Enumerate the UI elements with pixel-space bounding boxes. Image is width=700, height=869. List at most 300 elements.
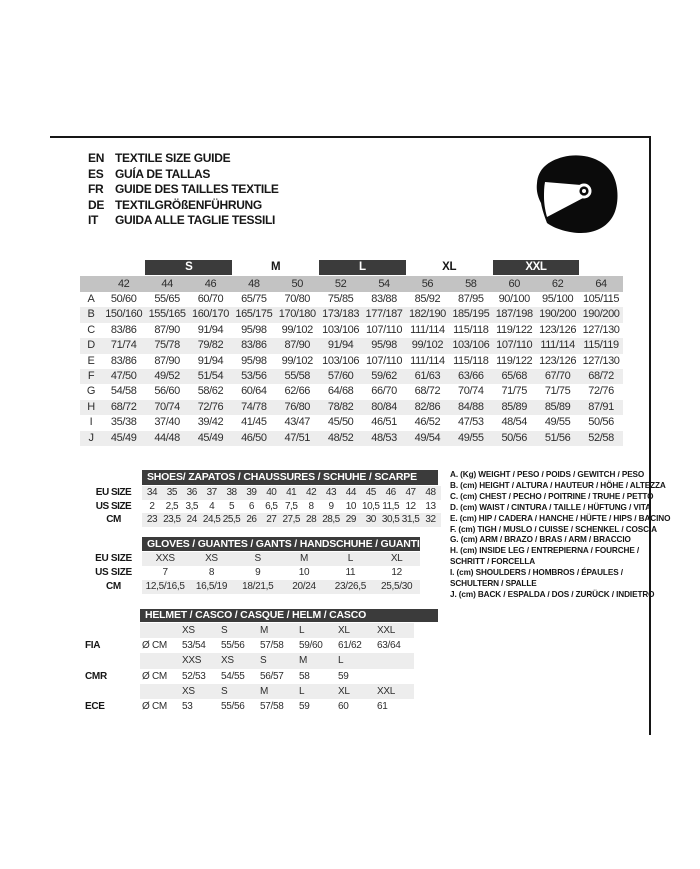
legend-line: H. (cm) INSIDE LEG / ENTREPIERNA / FOURCHE / (450, 546, 640, 556)
helmet-unit-spacer (140, 684, 180, 699)
size-cell: 52 (319, 276, 362, 293)
row-letter: D (80, 338, 102, 353)
size-cell: 50 (276, 276, 319, 293)
shoes-value-cell: 8 (308, 500, 314, 512)
gloves-row-label: CM (106, 581, 121, 592)
shoes-title-bar: SHOES/ ZAPATOS / CHAUSSURES / SCHUHE / SCARPE (142, 470, 438, 485)
helmet-size-cell: XL (336, 623, 375, 638)
apparel-value-cell: 75/78 (145, 338, 188, 353)
apparel-sizes-row (80, 276, 623, 293)
shoes-value-cell: 46 (381, 486, 401, 500)
gloves-value-cell: 16,5/19 (188, 580, 234, 594)
helmet-size-cell: M (258, 623, 297, 638)
apparel-value-cell: 155/165 (145, 307, 188, 322)
apparel-value-cell: 87/90 (154, 354, 180, 367)
apparel-value-cell: 48/53 (362, 431, 405, 446)
apparel-value-cell: 95/98 (362, 338, 405, 353)
shoes-value-cell: 24 (182, 513, 202, 527)
apparel-value-cell: 49/55 (449, 431, 492, 446)
helmet-value-cell (375, 669, 414, 684)
shoes-value-cell: 4 (209, 500, 215, 512)
row-letter: H (80, 400, 102, 415)
language-row (88, 167, 279, 183)
shoes-value-cell: 30 (361, 513, 381, 527)
gloves-value-cell: 18/21,5 (235, 580, 281, 594)
apparel-value-cell: 58/62 (197, 385, 224, 398)
apparel-value-cell: 71/75 (501, 385, 527, 398)
shoes-value-cell: 27,5 (282, 514, 300, 525)
apparel-value-cell: 63/66 (449, 369, 492, 384)
shoes-row-label: CM (106, 514, 121, 525)
shoes-value-cell: 2 (149, 500, 155, 512)
legend-line: F. (cm) TIGH / MUSLO / CUISSE / SCHENKEL / COSCIA (450, 524, 657, 534)
helmet-value-cell: 59 (338, 670, 349, 682)
guide-title: TEXTILGRÖßENFÜHRUNG (115, 197, 262, 212)
apparel-value-cell: 66/70 (371, 385, 397, 398)
apparel-value-cell: 44/48 (145, 431, 188, 446)
apparel-value-cell: 105/115 (582, 293, 620, 305)
apparel-value-cell: 115/119 (579, 338, 622, 353)
apparel-value-cell: 95/100 (541, 293, 574, 305)
helmet-size-cell: M (258, 684, 297, 699)
apparel-value-cell: 47/50 (102, 369, 145, 384)
apparel-value-cell: 123/126 (539, 354, 577, 367)
visor-pivot-center (582, 189, 586, 193)
apparel-value-cell: 62/66 (284, 385, 311, 398)
legend-line: E. (cm) HIP / CADERA / HANCHE / HÜFTE / HIPS / BACINO (450, 513, 671, 523)
apparel-value-cell: 99/102 (406, 338, 449, 353)
helmet-size-cell: XXL (375, 684, 414, 699)
language-row (88, 182, 279, 198)
apparel-value-cell: 95/98 (241, 354, 267, 367)
size-cell: 58 (449, 276, 492, 293)
apparel-value-cell: 84/88 (449, 400, 492, 415)
apparel-value-cell: 46/52 (414, 416, 441, 429)
row-letter: I (89, 416, 93, 429)
apparel-value-cell: 70/74 (145, 400, 188, 415)
gloves-row (85, 580, 420, 594)
shoes-value-cell: 11,5 (382, 500, 400, 512)
apparel-value-cell: 111/114 (410, 323, 445, 336)
gloves-size-table (85, 552, 420, 594)
apparel-value-cell: 65/75 (241, 293, 267, 305)
shoes-value-cell: 3,5 (185, 500, 198, 512)
apparel-value-cell: 53/56 (232, 369, 275, 384)
guide-title: TEXTILE SIZE GUIDE (115, 151, 231, 165)
apparel-value-cell: 64/68 (327, 385, 354, 398)
helmet-size-cell: XL (336, 684, 375, 699)
gloves-value-cell: 9 (255, 567, 261, 578)
shoes-value-cell: 6,5 (265, 500, 278, 512)
shoes-value-cell: 23,5 (163, 514, 181, 525)
helmet-size-cell: L (297, 684, 336, 699)
size-cell: 62 (536, 276, 579, 293)
helmet-row-label (85, 684, 140, 699)
apparel-value-cell: 127/130 (582, 354, 620, 367)
helmet-value-cell: 54/55 (221, 670, 245, 682)
helmet-value-cell: 57/58 (260, 701, 284, 713)
shoes-value-cell: 47 (401, 486, 421, 500)
shoes-value-cell: 31,5 (401, 514, 420, 525)
standard-label: ECE (85, 701, 105, 713)
size-group-header: S (145, 260, 232, 276)
apparel-value-cell: 103/106 (322, 354, 360, 367)
apparel-value-cell: 48/54 (501, 416, 527, 429)
language-title-list (88, 151, 279, 229)
helmet-value-cell: 52/53 (182, 670, 206, 682)
apparel-value-cell: 51/54 (189, 369, 232, 384)
gloves-value-cell: 10 (298, 567, 310, 578)
apparel-value-cell: 90/100 (498, 293, 530, 305)
apparel-value-cell: 103/106 (322, 323, 360, 336)
standard-label: FIA (85, 640, 101, 652)
apparel-value-cell: 76/80 (276, 400, 319, 415)
gloves-value-cell: 23/26,5 (327, 580, 373, 594)
apparel-value-cell: 50/56 (588, 416, 614, 429)
apparel-data-row (80, 400, 623, 415)
apparel-value-cell: 78/82 (319, 400, 362, 415)
shoes-row (85, 513, 441, 527)
apparel-data-row (80, 338, 623, 353)
apparel-value-cell: 46/50 (232, 431, 275, 446)
shoes-value-cell: 6 (248, 500, 254, 512)
apparel-value-cell: 85/89 (536, 400, 579, 415)
size-cell: 42 (102, 276, 145, 293)
helmet-row-label (85, 653, 140, 668)
helmet-sizes-row (85, 684, 414, 699)
helmet-size-cell: M (297, 653, 336, 668)
helmet-row-label (85, 623, 140, 638)
apparel-value-cell: 45/50 (327, 416, 354, 429)
apparel-value-cell: 160/170 (189, 307, 232, 322)
row-letter: E (87, 354, 95, 367)
apparel-value-cell: 35/38 (110, 416, 137, 429)
guide-title: GUÍA DE TALLAS (115, 166, 211, 181)
apparel-value-cell: 52/58 (579, 431, 622, 446)
apparel-value-cell: 103/106 (449, 338, 492, 353)
row-letter: G (86, 385, 96, 398)
apparel-value-cell: 49/55 (544, 416, 571, 429)
apparel-value-cell: 87/91 (579, 400, 622, 415)
shoes-value-cell: 9 (328, 500, 334, 512)
apparel-value-cell: 43/47 (284, 416, 311, 429)
helmet-value-cell: 53/54 (182, 640, 206, 652)
shoes-value-cell: 32 (420, 513, 440, 527)
apparel-value-cell: 56/60 (154, 385, 180, 398)
apparel-value-cell: 107/110 (365, 354, 403, 367)
row-letter: J (80, 431, 102, 446)
apparel-value-cell: 170/180 (276, 307, 319, 322)
apparel-value-cell: 87/90 (276, 338, 319, 353)
gloves-value-cell: S (235, 552, 281, 566)
apparel-value-cell: 87/90 (154, 323, 180, 336)
shoes-value-cell: 41 (281, 486, 301, 500)
shoes-value-cell: 39 (241, 486, 261, 500)
apparel-value-cell: 55/65 (154, 293, 180, 305)
measurement-legend (450, 470, 671, 601)
apparel-value-cell: 150/160 (102, 307, 145, 322)
apparel-value-cell: 68/72 (102, 400, 145, 415)
helmet-value-cell: 55/56 (221, 640, 245, 652)
apparel-value-cell: 119/122 (496, 354, 533, 367)
helmet-size-cell: L (336, 653, 375, 668)
language-code: FR (88, 182, 104, 197)
shoes-value-cell: 43 (321, 486, 341, 500)
helmet-title-bar: HELMET / CASCO / CASQUE / HELM / CASCO (140, 609, 438, 622)
apparel-value-cell: 91/94 (319, 338, 362, 353)
apparel-value-cell: 177/187 (362, 307, 405, 322)
size-cell: 56 (406, 276, 449, 293)
legend-line: A. (Kg) WEIGHT / PESO / POIDS / GEWITCH / PESO (450, 470, 645, 479)
apparel-value-cell: 99/102 (281, 323, 313, 336)
apparel-value-cell: 47/53 (458, 416, 484, 429)
shoes-value-cell: 7,5 (284, 500, 298, 512)
apparel-value-cell: 111/114 (410, 354, 445, 367)
apparel-value-cell: 115/118 (453, 354, 489, 367)
size-cell: 46 (189, 276, 232, 293)
apparel-data-row (80, 415, 623, 430)
apparel-value-cell: 185/195 (449, 307, 492, 322)
helmet-size-cell: L (297, 623, 336, 638)
apparel-value-cell: 39/42 (197, 416, 224, 429)
size-group-header: L (319, 260, 406, 276)
apparel-value-cell: 74/78 (232, 400, 275, 415)
apparel-value-cell: 190/200 (579, 307, 622, 322)
size-group-header: XL (406, 260, 493, 276)
shoes-value-cell: 29 (341, 513, 361, 527)
apparel-value-cell: 68/72 (414, 385, 441, 398)
apparel-data-row (80, 307, 623, 322)
row-letter: F (80, 369, 102, 384)
apparel-value-cell: 48/52 (319, 431, 362, 446)
helmet-size-cell: S (258, 653, 297, 668)
apparel-value-cell: 49/52 (145, 369, 188, 384)
apparel-value-cell: 83/86 (110, 323, 137, 336)
shoes-value-cell: 35 (162, 486, 182, 500)
helmet-size-cell: XS (180, 623, 219, 638)
gloves-value-cell: 7 (162, 567, 168, 578)
apparel-value-cell: 80/84 (362, 400, 405, 415)
helmet-icon (533, 153, 621, 235)
apparel-value-cell: 71/75 (544, 385, 571, 398)
apparel-data-row (80, 384, 623, 399)
shoes-value-cell: 44 (341, 486, 361, 500)
gloves-title-bar: GLOVES / GUANTES / GANTS / HANDSCHUHE / GUANTI (142, 537, 420, 551)
shoes-value-cell: 28,5 (322, 514, 340, 525)
shoes-size-table (85, 486, 441, 527)
apparel-value-cell: 91/94 (197, 354, 224, 367)
gloves-value-cell: L (327, 552, 373, 566)
apparel-value-cell: 123/126 (539, 323, 577, 336)
apparel-value-cell: 83/88 (371, 293, 397, 305)
apparel-value-cell: 45/49 (102, 431, 145, 446)
gloves-row (85, 552, 420, 566)
language-row (88, 213, 279, 229)
helmet-size-cell: S (219, 684, 258, 699)
shoes-value-cell: 45 (361, 486, 381, 500)
helmet-size-table (85, 623, 414, 714)
helmet-size-cell: XXL (375, 623, 414, 638)
helmet-size-cell: XXS (180, 653, 219, 668)
helmet-size-cell: XS (180, 684, 219, 699)
language-row (88, 198, 279, 214)
apparel-value-cell: 49/54 (406, 431, 449, 446)
shoes-row (85, 500, 441, 514)
shoes-value-cell: 24,5 (202, 514, 221, 525)
gloves-value-cell: XL (373, 552, 419, 566)
shoes-value-cell: 5 (228, 500, 235, 512)
helmet-value-cell: 60 (338, 701, 349, 713)
helmet-value-cell: 58 (299, 670, 310, 682)
shoes-value-cell: 13 (425, 500, 436, 512)
size-group-header: M (232, 260, 319, 276)
helmet-value-cell: 61/62 (338, 640, 362, 652)
helmet-value-cell: 56/57 (260, 670, 284, 682)
helmet-size-cell: XS (219, 653, 258, 668)
apparel-value-cell: 50/56 (493, 431, 536, 446)
legend-line: SCHULTERN / SPALLE (450, 579, 537, 589)
apparel-value-cell: 119/122 (496, 323, 533, 336)
size-group-header: XXL (493, 260, 580, 276)
apparel-data-row (80, 354, 623, 369)
apparel-value-cell: 47/51 (276, 431, 319, 446)
shoes-row-label: EU SIZE (95, 487, 132, 498)
apparel-value-cell: 60/64 (241, 385, 267, 398)
gloves-value-cell: 8 (208, 567, 215, 578)
gloves-value-cell: XXS (142, 552, 188, 566)
apparel-value-cell: 51/56 (536, 431, 579, 446)
apparel-value-cell: 45/49 (189, 431, 232, 446)
shoes-value-cell: 34 (142, 486, 162, 500)
unit-cell: Ø CM (142, 670, 167, 682)
helmet-data-row (85, 638, 414, 653)
size-cell: 54 (362, 276, 405, 293)
shoes-section (85, 470, 441, 527)
shoes-value-cell: 36 (182, 486, 202, 500)
apparel-value-cell: 107/110 (365, 323, 403, 336)
apparel-value-cell: 61/63 (406, 369, 449, 384)
shoes-row (85, 486, 441, 500)
shoes-row-label: US SIZE (95, 500, 132, 512)
gloves-section (85, 537, 420, 594)
size-cell: 44 (145, 276, 188, 293)
apparel-value-cell: 107/110 (493, 338, 536, 353)
helmet-value-cell: 59/60 (299, 640, 323, 652)
helmet-sizes-row (85, 653, 414, 668)
unit-cell: Ø CM (142, 640, 167, 652)
apparel-value-cell: 59/62 (362, 369, 405, 384)
apparel-value-cell: 60/70 (197, 293, 224, 305)
row-letter: C (87, 323, 95, 336)
guide-title: GUIDE DES TAILLES TEXTILE (115, 182, 279, 197)
apparel-value-cell: 115/118 (453, 323, 489, 336)
shoes-value-cell: 2,5 (165, 500, 179, 512)
apparel-value-cell: 85/92 (414, 293, 441, 305)
apparel-value-cell: 37/40 (154, 416, 180, 429)
legend-line: I. (cm) SHOULDERS / HOMBROS / ÉPAULES / (450, 568, 623, 578)
apparel-value-cell: 95/98 (241, 323, 267, 336)
unit-cell: Ø CM (142, 701, 167, 713)
apparel-value-cell: 79/82 (189, 338, 232, 353)
apparel-data-row (80, 431, 623, 446)
legend-line: B. (cm) HEIGHT / ALTURA / HAUTEUR / HÖHE / ALTEZZA (450, 480, 666, 490)
apparel-value-cell: 67/70 (536, 369, 579, 384)
apparel-value-cell: 173/183 (319, 307, 362, 322)
sizes-row-lead (80, 276, 102, 293)
group-spacer (102, 260, 145, 276)
apparel-value-cell: 85/89 (493, 400, 536, 415)
legend-line: G. (cm) ARM / BRAZO / BRAS / ARM / BRACCIO (450, 535, 631, 545)
apparel-value-cell: 70/74 (458, 385, 484, 398)
gloves-value-cell: 12 (391, 567, 402, 578)
helmet-unit-spacer (140, 653, 180, 668)
apparel-value-cell: 127/130 (582, 323, 620, 336)
apparel-size-table (80, 260, 623, 446)
apparel-value-cell: 41/45 (241, 416, 267, 429)
size-cell: 48 (232, 276, 275, 293)
size-cell: 60 (493, 276, 536, 293)
gloves-value-cell: XS (188, 552, 234, 566)
size-cell: 64 (579, 276, 622, 293)
apparel-value-cell: 165/175 (232, 307, 275, 322)
shoes-value-cell: 40 (261, 486, 281, 500)
language-code: EN (88, 151, 105, 165)
legend-line: D. (cm) WAIST / CINTURA / TAILLE / HÜFTUNG / VITA (450, 502, 651, 512)
helmet-value-cell: 57/58 (260, 640, 284, 652)
apparel-value-cell: 99/102 (281, 354, 313, 367)
shoes-value-cell: 10,5 (362, 500, 380, 512)
guide-title: GUIDA ALLE TAGLIE TESSILI (115, 213, 276, 228)
gloves-row-label: US SIZE (95, 567, 132, 578)
apparel-value-cell: 55/58 (276, 369, 319, 384)
apparel-value-cell: 87/95 (458, 293, 484, 305)
gloves-value-cell: 25,5/30 (373, 580, 419, 594)
apparel-value-cell: 65/68 (493, 369, 536, 384)
row-letter: A (87, 293, 95, 305)
apparel-value-cell: 50/60 (110, 293, 137, 305)
gloves-value-cell: M (281, 552, 327, 566)
row-letter: B (80, 307, 102, 322)
shoes-value-cell: 26 (241, 513, 261, 527)
apparel-value-cell: 71/74 (102, 338, 145, 353)
gloves-value-cell: 11 (345, 567, 356, 578)
shoes-value-cell: 23 (142, 513, 162, 527)
helmet-size-cell (375, 653, 414, 668)
shoes-value-cell: 28 (301, 513, 321, 527)
shoes-value-cell: 12 (405, 500, 416, 512)
helmet-value-cell: 63/64 (377, 640, 401, 652)
apparel-value-cell: 111/114 (536, 338, 579, 353)
apparel-value-cell: 72/76 (588, 385, 614, 398)
helmet-data-row (85, 669, 414, 684)
apparel-value-cell: 83/86 (232, 338, 275, 353)
legend-line: SCHRITT / FORCELLA (450, 557, 536, 567)
apparel-value-cell: 82/86 (406, 400, 449, 415)
helmet-value-cell: 61 (377, 701, 388, 713)
helmet-sizes-row (85, 623, 414, 638)
apparel-value-cell: 70/80 (284, 293, 311, 305)
apparel-data-row (80, 323, 623, 338)
apparel-value-cell: 54/58 (110, 385, 137, 398)
helmet-value-cell: 55/56 (221, 701, 245, 713)
apparel-value-cell: 91/94 (197, 323, 224, 336)
legend-line: C. (cm) CHEST / PECHO / POITRINE / TRUHE / PETTO (450, 491, 654, 501)
apparel-group-header-row (80, 260, 623, 276)
shoes-value-cell: 30,5 (381, 514, 400, 525)
language-code: ES (88, 166, 104, 181)
shoes-value-cell: 37 (202, 486, 222, 500)
standard-label: CMR (85, 670, 107, 682)
